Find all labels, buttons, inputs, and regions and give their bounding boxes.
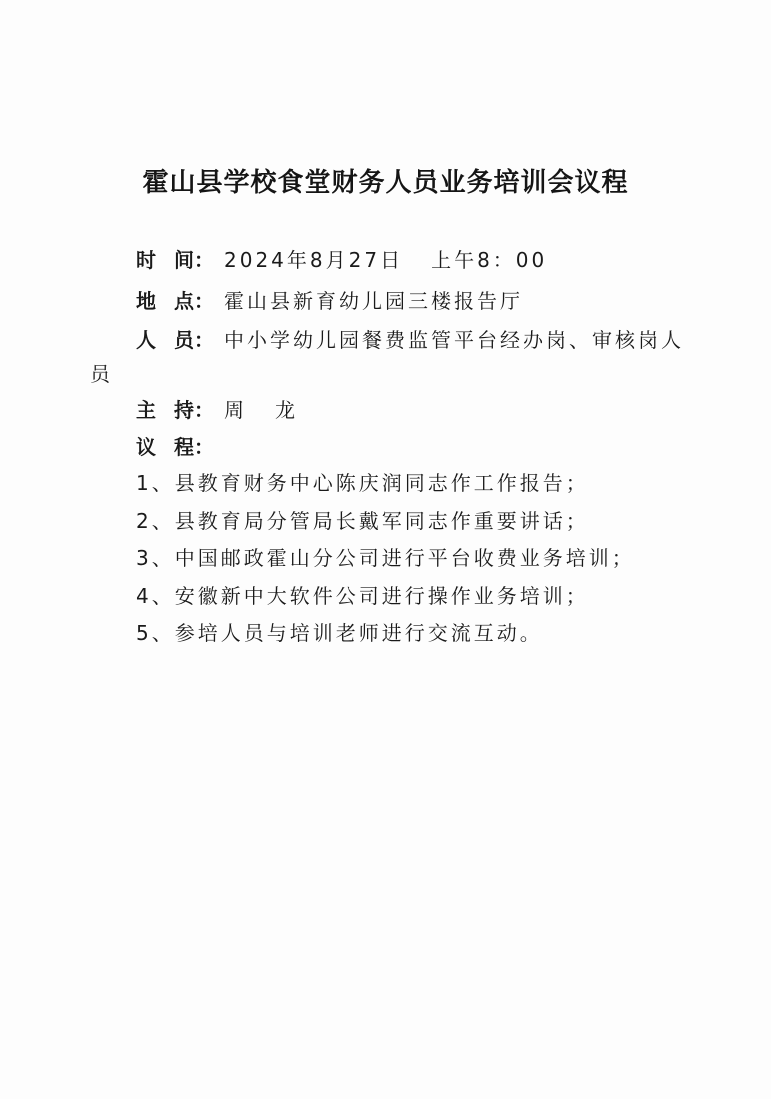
agenda-item: 3、中国邮政霍山分公司进行平台收费业务培训； bbox=[136, 546, 635, 570]
agenda-item: 5、参培人员与培训老师进行交流互动。 bbox=[136, 621, 543, 645]
time-row bbox=[136, 244, 547, 273]
agenda-label: 议 程： bbox=[136, 435, 214, 459]
place-value: 霍山县新育幼儿园三楼报告厅 bbox=[224, 289, 523, 313]
place-row bbox=[136, 285, 523, 314]
people-value: 中小学幼儿园餐费监管平台经办岗、审核岗人 bbox=[224, 328, 684, 352]
time-date: 2024年8月27日 bbox=[224, 248, 404, 272]
time-clock: 上午8：00 bbox=[431, 248, 548, 272]
agenda-item: 2、县教育局分管局长戴军同志作重要讲话； bbox=[136, 509, 589, 533]
host-label: 主 持： bbox=[136, 398, 214, 422]
agenda-item: 1、县教育财务中心陈庆润同志作工作报告； bbox=[136, 471, 589, 495]
agenda-row bbox=[136, 431, 224, 460]
people-label: 人 员： bbox=[136, 328, 214, 352]
host-name-first: 周 bbox=[224, 398, 247, 422]
host-row bbox=[136, 394, 298, 423]
time-label: 时 间： bbox=[136, 248, 214, 272]
people-row bbox=[136, 324, 684, 353]
place-label: 地 点： bbox=[136, 289, 214, 313]
document-title: 霍山县学校食堂财务人员业务培训会议程 bbox=[142, 168, 629, 198]
host-name-last: 龙 bbox=[275, 398, 298, 422]
people-value-wrap: 员 bbox=[90, 362, 110, 386]
agenda-item: 4、安徽新中大软件公司进行操作业务培训； bbox=[136, 584, 589, 608]
